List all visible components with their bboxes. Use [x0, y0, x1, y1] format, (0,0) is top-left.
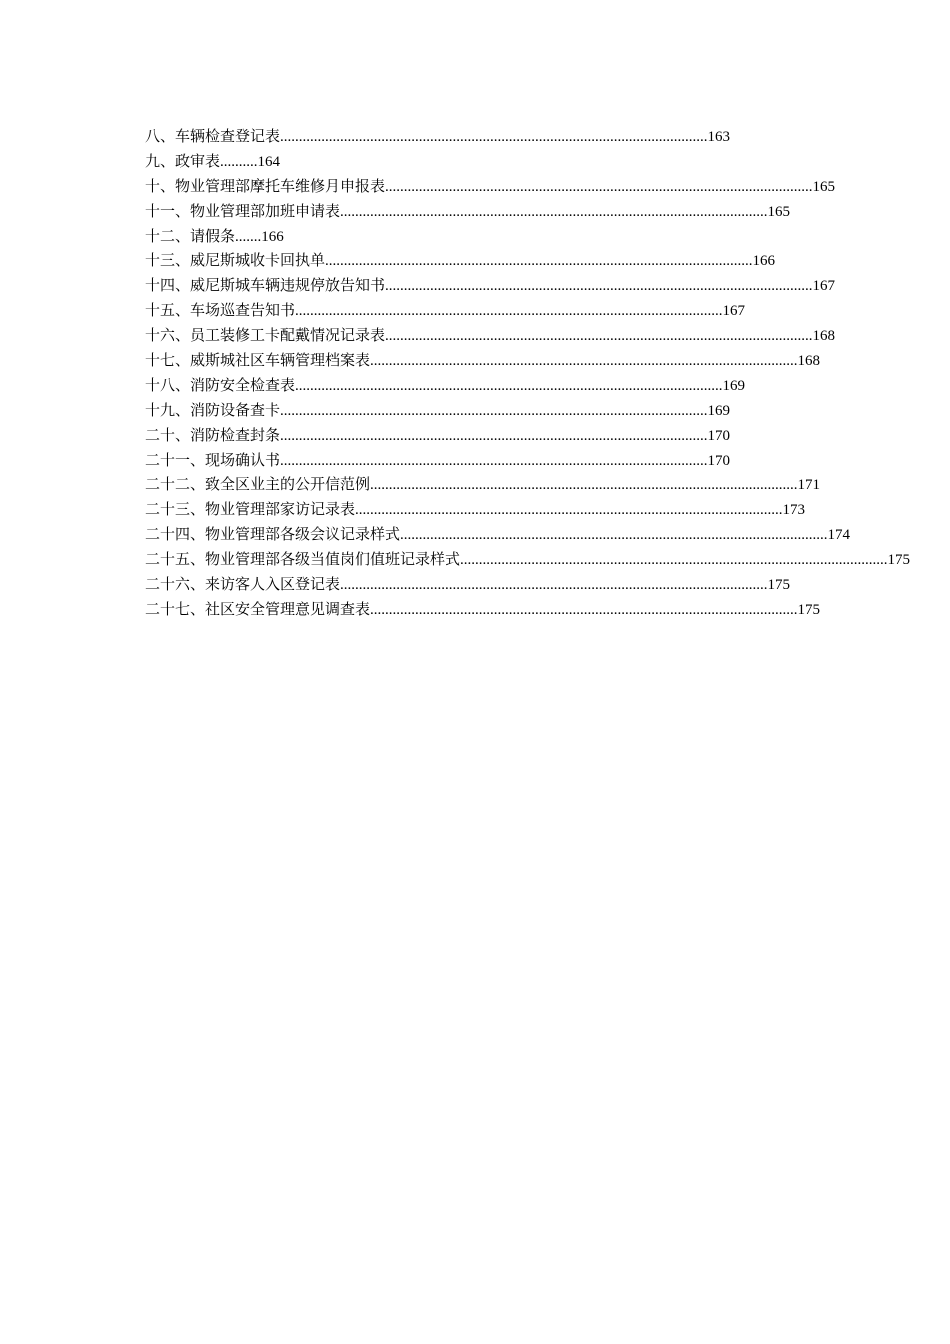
toc-entry-label: 十二、请假条 — [145, 226, 236, 245]
toc-entry-label: 十四、威尼斯城车辆违规停放告知书 — [145, 276, 386, 295]
toc-entry-page: 167 — [812, 278, 836, 295]
toc-entry-leader: .................................................................................................................. — [370, 477, 798, 494]
toc-entry-page: 173 — [782, 502, 806, 519]
toc-entry-label: 二十、消防检查封条 — [145, 425, 281, 444]
toc-entry-label: 二十三、物业管理部家访记录表 — [145, 500, 356, 519]
toc-entry[interactable] — [145, 597, 821, 622]
toc-entry-leader: .................................................................................................................. — [385, 178, 813, 195]
toc-entry-page: 167 — [722, 303, 746, 320]
toc-entry-label: 十九、消防设备查卡 — [145, 400, 281, 419]
toc-entry-leader: .................................................................................................................. — [385, 278, 813, 295]
toc-entry-label: 十五、车场巡查告知书 — [145, 301, 296, 320]
toc-entry[interactable] — [145, 448, 731, 473]
toc-entry[interactable] — [145, 199, 791, 224]
toc-entry-page: 163 — [707, 129, 731, 145]
toc-entry-label: 八、车辆检查登记表 — [145, 127, 281, 145]
toc-entry-label: 十七、威斯城社区车辆管理档案表 — [145, 351, 371, 370]
toc-entry[interactable] — [145, 224, 605, 249]
toc-entry-leader: .................................................................................................................. — [340, 577, 768, 594]
toc-entry-page: 175 — [887, 552, 911, 569]
toc-entry-label: 二十一、现场确认书 — [145, 450, 281, 469]
toc-entry-page: 165 — [767, 203, 791, 220]
toc-entry-page: 165 — [812, 178, 836, 195]
toc-entry[interactable] — [145, 497, 806, 522]
toc-entry-page: 168 — [812, 328, 836, 345]
toc-entry-page: 169 — [707, 402, 731, 419]
toc-entry[interactable] — [145, 273, 836, 298]
toc-entry-label: 十三、威尼斯城收卡回执单 — [145, 251, 326, 270]
toc-entry-label: 二十六、来访客人入区登记表 — [145, 575, 341, 594]
toc-entry-page: 174 — [827, 527, 851, 544]
toc-entry-label: 二十四、物业管理部各级会议记录样式 — [145, 525, 401, 544]
toc-entry-leader: .................................................................................................................. — [295, 303, 723, 320]
toc-entry-label: 十、物业管理部摩托车维修月申报表 — [145, 176, 386, 195]
toc-entry-page: 171 — [797, 477, 821, 494]
toc-entry[interactable] — [145, 522, 851, 547]
toc-entry-label: 十八、消防安全检查表 — [145, 375, 296, 394]
toc-entry-leader: .................................................................................................................. — [280, 402, 708, 419]
toc-entry[interactable] — [145, 124, 731, 149]
toc-entry-page: 170 — [707, 427, 731, 444]
toc-entry[interactable] — [145, 572, 791, 597]
toc-entry-leader: .................................................................................................................. — [280, 427, 708, 444]
toc-entry-label: 十一、物业管理部加班申请表 — [145, 201, 341, 220]
toc-entry[interactable] — [145, 373, 746, 398]
toc-entry-leader: .................................................................................................................. — [280, 452, 708, 469]
toc-entry[interactable] — [145, 248, 776, 273]
toc-entry-leader: .................................................................................................................. — [460, 552, 888, 569]
toc-entry[interactable] — [145, 298, 746, 323]
toc-entry-leader: .................................................................................................................. — [370, 601, 798, 618]
toc-entry-label: 二十五、物业管理部各级当值岗们值班记录样式 — [145, 550, 461, 569]
toc-entry-label: 二十七、社区安全管理意见调查表 — [145, 599, 371, 618]
toc-entry-leader: .................................................................................................................. — [400, 527, 828, 544]
toc-entry-label: 二十二、致全区业主的公开信范例 — [145, 475, 371, 494]
table-of-contents — [145, 124, 911, 622]
toc-entry[interactable] — [145, 547, 911, 572]
toc-entry-leader: .................................................................................................................. — [370, 353, 798, 370]
toc-entry-page: 168 — [797, 353, 821, 370]
toc-entry-page: 169 — [722, 377, 746, 394]
toc-entry[interactable] — [145, 174, 836, 199]
toc-entry[interactable] — [145, 423, 731, 448]
toc-entry-leader: ....... — [235, 228, 262, 245]
toc-entry-page: 175 — [767, 577, 791, 594]
toc-entry[interactable] — [145, 398, 731, 423]
toc-entry-leader: .................................................................................................................. — [295, 377, 723, 394]
toc-entry-leader: .................................................................................................................. — [385, 328, 813, 345]
toc-entry-leader: .................................................................................................................. — [325, 253, 753, 270]
toc-entry-page: 175 — [797, 601, 821, 618]
toc-entry[interactable] — [145, 348, 821, 373]
toc-entry-leader: .................................................................................................................. — [340, 203, 768, 220]
toc-entry-leader: .......... — [220, 153, 258, 170]
toc-entry[interactable] — [145, 323, 836, 348]
toc-entry[interactable] — [145, 472, 821, 497]
toc-entry-leader: .................................................................................................................. — [355, 502, 783, 519]
toc-entry-page: 166 — [261, 228, 284, 245]
toc-entry-label: 十六、员工装修工卡配戴情况记录表 — [145, 326, 386, 345]
toc-entry-leader: .................................................................................................................. — [280, 129, 708, 145]
toc-entry-page: 164 — [257, 153, 281, 170]
toc-entry[interactable] — [145, 149, 605, 174]
toc-entry-page: 170 — [707, 452, 731, 469]
toc-entry-page: 166 — [752, 253, 776, 270]
toc-entry-label: 九、政审表 — [145, 151, 221, 170]
